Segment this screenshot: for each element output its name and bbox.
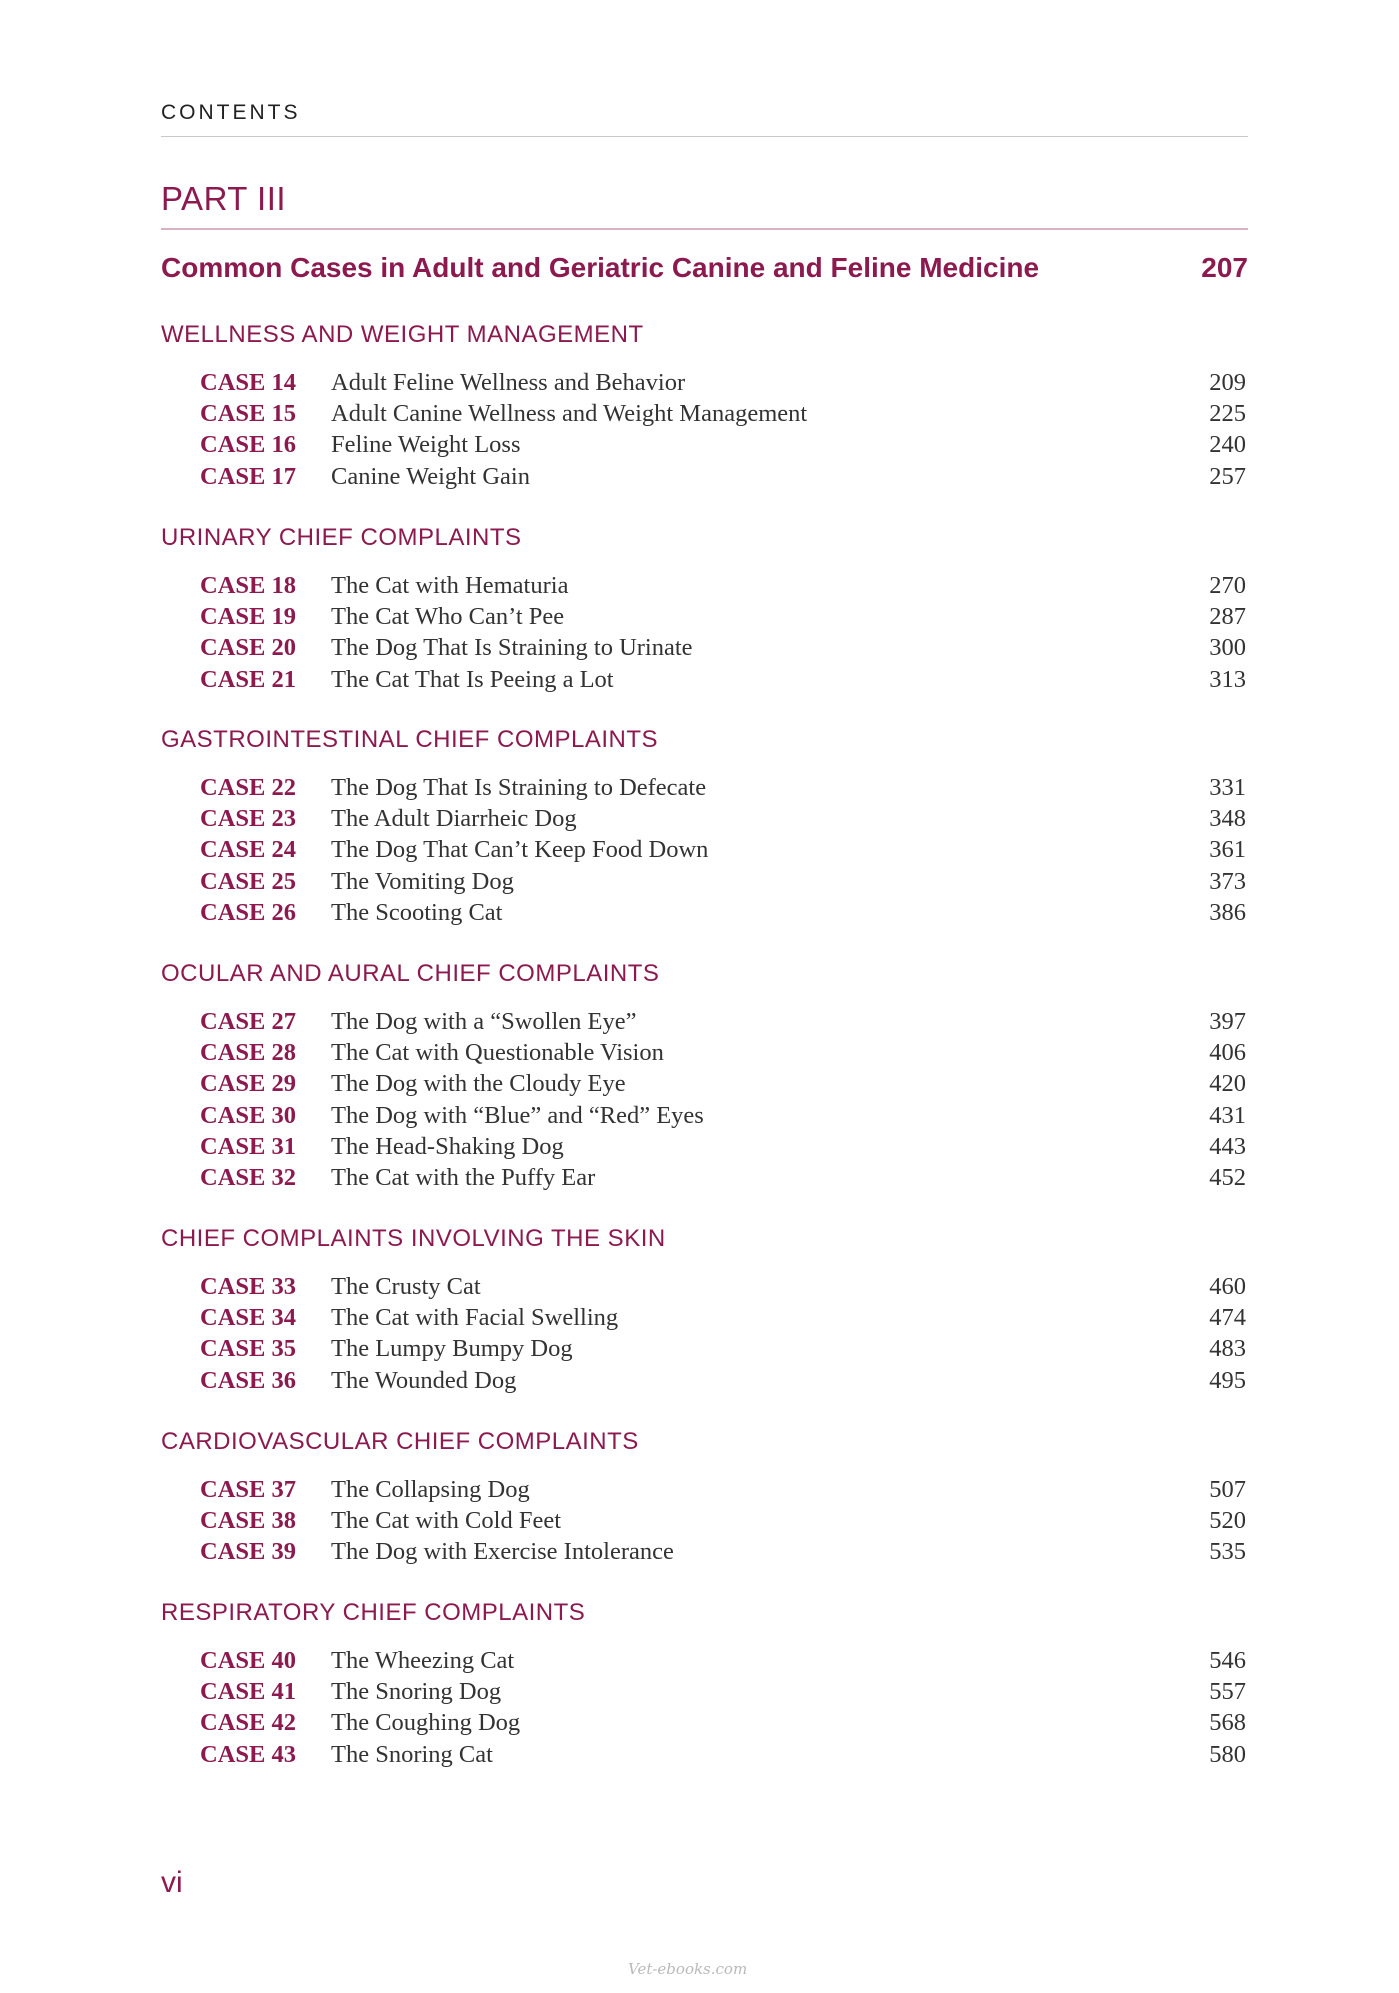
watermark-logo: Vet-ebooks.com — [628, 1960, 748, 1978]
header-divider — [161, 136, 1248, 137]
running-head: CONTENTS — [161, 101, 301, 124]
case-number: CASE 30 — [200, 1101, 296, 1129]
case-title: Adult Feline Wellness and Behavior — [331, 369, 686, 396]
toc-entry[interactable] — [161, 632, 1248, 663]
page-number: 443 — [1209, 1132, 1246, 1160]
toc-entry[interactable] — [161, 570, 1248, 601]
case-number: CASE 21 — [200, 665, 296, 693]
case-title: The Dog That Is Straining to Urinate — [331, 634, 693, 662]
case-title: The Snoring Cat — [331, 1740, 493, 1768]
section-title: CHIEF COMPLAINTS INVOLVING THE SKIN — [161, 1225, 666, 1252]
page-number: 373 — [1209, 867, 1246, 895]
toc-entry[interactable] — [161, 1271, 1248, 1302]
page-number: 240 — [1209, 431, 1246, 459]
toc-entry[interactable] — [161, 803, 1248, 834]
case-title: The Vomiting Dog — [331, 867, 514, 895]
page-number: 568 — [1209, 1709, 1246, 1737]
toc-entry[interactable] — [161, 1100, 1248, 1131]
case-title: The Wheezing Cat — [331, 1647, 515, 1674]
case-number: CASE 22 — [200, 774, 296, 801]
page-number: 331 — [1209, 774, 1246, 801]
case-title: The Cat Who Can’t Pee — [331, 603, 565, 631]
case-title: The Snoring Dog — [331, 1678, 502, 1706]
toc-entry[interactable] — [161, 1068, 1248, 1099]
part-divider — [161, 228, 1248, 230]
toc-entry[interactable] — [161, 1302, 1248, 1333]
case-number: CASE 36 — [200, 1366, 296, 1394]
case-number: CASE 19 — [200, 603, 296, 631]
case-number: CASE 14 — [200, 369, 296, 396]
page-number: 361 — [1209, 836, 1246, 864]
case-number: CASE 15 — [200, 400, 296, 428]
case-title: The Cat That Is Peeing a Lot — [331, 665, 614, 693]
toc-entry[interactable] — [161, 367, 1248, 398]
toc-entry[interactable] — [161, 1333, 1248, 1364]
case-number: CASE 26 — [200, 898, 296, 926]
part-title: Common Cases in Adult and Geriatric Canine and Feline Medicine — [161, 252, 1040, 283]
case-title: Feline Weight Loss — [331, 431, 521, 459]
toc-entry[interactable] — [161, 1131, 1248, 1162]
toc-entry[interactable] — [161, 834, 1248, 865]
toc-entry[interactable] — [161, 1037, 1248, 1068]
page-number: 397 — [1209, 1008, 1246, 1035]
page-number: 546 — [1209, 1647, 1246, 1674]
section-title: URINARY CHIEF COMPLAINTS — [161, 524, 522, 551]
page-number: 386 — [1209, 898, 1246, 926]
case-number: CASE 17 — [200, 462, 296, 490]
toc-section-ocular-aural — [161, 959, 1248, 1193]
case-number: CASE 31 — [200, 1132, 296, 1160]
toc-entry[interactable] — [161, 772, 1248, 803]
case-number: CASE 40 — [200, 1647, 296, 1674]
section-title: OCULAR AND AURAL CHIEF COMPLAINTS — [161, 960, 660, 987]
case-title: The Lumpy Bumpy Dog — [331, 1335, 573, 1363]
page-number: 535 — [1209, 1538, 1246, 1566]
case-number: CASE 43 — [200, 1740, 296, 1768]
page-number: 209 — [1209, 369, 1246, 396]
part-title-row — [161, 252, 1248, 284]
toc-entry[interactable] — [161, 1365, 1248, 1396]
case-number: CASE 16 — [200, 431, 296, 459]
toc-section-skin — [161, 1224, 1248, 1396]
page-number: 420 — [1209, 1070, 1246, 1098]
page-number: 300 — [1209, 634, 1246, 662]
page-number: 313 — [1209, 665, 1246, 693]
case-number: CASE 33 — [200, 1273, 296, 1300]
page-number: 452 — [1209, 1163, 1246, 1191]
case-number: CASE 39 — [200, 1538, 296, 1566]
page-number: 257 — [1209, 462, 1246, 490]
page-number: 520 — [1209, 1507, 1246, 1535]
toc-entry[interactable] — [161, 1676, 1248, 1707]
page-number: 406 — [1209, 1039, 1246, 1067]
page-number: 225 — [1209, 400, 1246, 428]
page-number: 431 — [1209, 1101, 1246, 1129]
case-number: CASE 20 — [200, 634, 296, 662]
toc-entry[interactable] — [161, 429, 1248, 460]
toc-entry[interactable] — [161, 1707, 1248, 1738]
toc-entry[interactable] — [161, 1739, 1248, 1770]
toc-entry[interactable] — [161, 1536, 1248, 1567]
case-title: Adult Canine Wellness and Weight Management — [331, 400, 808, 428]
part-page-number: 207 — [1201, 252, 1248, 283]
case-title: The Cat with Hematuria — [331, 572, 569, 599]
part-label: PART III — [161, 180, 287, 217]
page-number: 474 — [1209, 1304, 1246, 1332]
page-number: 557 — [1209, 1678, 1246, 1706]
page-number: 495 — [1209, 1366, 1246, 1394]
case-number: CASE 37 — [200, 1476, 296, 1503]
toc-section-wellness — [161, 320, 1248, 492]
toc-entry[interactable] — [161, 601, 1248, 632]
case-title: The Dog That Can’t Keep Food Down — [331, 836, 709, 864]
toc-entry[interactable] — [161, 897, 1248, 928]
toc-section-respiratory — [161, 1598, 1248, 1770]
case-number: CASE 29 — [200, 1070, 296, 1098]
page-number: 507 — [1209, 1476, 1246, 1503]
toc-entry[interactable] — [161, 1006, 1248, 1037]
case-number: CASE 34 — [200, 1304, 296, 1332]
case-number: CASE 18 — [200, 572, 296, 599]
section-title: CARDIOVASCULAR CHIEF COMPLAINTS — [161, 1428, 639, 1455]
case-title: Canine Weight Gain — [331, 462, 530, 490]
toc-entry[interactable] — [161, 664, 1248, 695]
case-number: CASE 41 — [200, 1678, 296, 1706]
toc-entry[interactable] — [161, 1645, 1248, 1676]
toc-entry[interactable] — [161, 1505, 1248, 1536]
page-number: 348 — [1209, 805, 1246, 833]
case-title: The Scooting Cat — [331, 898, 503, 926]
page-number: 270 — [1209, 572, 1246, 599]
toc-entry[interactable] — [161, 866, 1248, 897]
page-number: 580 — [1209, 1740, 1246, 1768]
toc-section-gastrointestinal — [161, 725, 1248, 928]
case-number: CASE 32 — [200, 1163, 296, 1191]
case-title: The Cat with Cold Feet — [331, 1507, 561, 1535]
case-number: CASE 42 — [200, 1709, 296, 1737]
page-number: 460 — [1209, 1273, 1246, 1300]
case-number: CASE 38 — [200, 1507, 296, 1535]
case-title: The Dog with Exercise Intolerance — [331, 1538, 674, 1566]
toc-section-urinary — [161, 523, 1248, 695]
case-number: CASE 28 — [200, 1039, 296, 1067]
toc-entry[interactable] — [161, 398, 1248, 429]
case-number: CASE 25 — [200, 867, 296, 895]
case-title: The Cat with Questionable Vision — [331, 1039, 664, 1067]
case-number: CASE 35 — [200, 1335, 296, 1363]
section-title: RESPIRATORY CHIEF COMPLAINTS — [161, 1599, 586, 1626]
case-number: CASE 24 — [200, 836, 296, 864]
toc-entry[interactable] — [161, 1162, 1248, 1193]
case-title: The Collapsing Dog — [331, 1476, 530, 1503]
case-number: CASE 27 — [200, 1008, 296, 1035]
page-folio: vi — [161, 1866, 183, 1899]
case-title: The Dog with a “Swollen Eye” — [331, 1008, 637, 1035]
case-title: The Dog with the Cloudy Eye — [331, 1070, 626, 1098]
section-title: GASTROINTESTINAL CHIEF COMPLAINTS — [161, 726, 659, 753]
case-title: The Dog with “Blue” and “Red” Eyes — [331, 1101, 704, 1129]
case-title: The Head-Shaking Dog — [331, 1132, 564, 1160]
page-number: 483 — [1209, 1335, 1246, 1363]
case-number: CASE 23 — [200, 805, 296, 833]
case-title: The Coughing Dog — [331, 1709, 521, 1737]
section-title: WELLNESS AND WEIGHT MANAGEMENT — [161, 321, 644, 348]
case-title: The Adult Diarrheic Dog — [331, 805, 577, 833]
case-title: The Cat with Facial Swelling — [331, 1304, 619, 1332]
toc-section-cardiovascular — [161, 1427, 1248, 1568]
toc-entry[interactable] — [161, 461, 1248, 492]
case-title: The Dog That Is Straining to Defecate — [331, 774, 707, 801]
case-title: The Wounded Dog — [331, 1366, 517, 1394]
toc-entry[interactable] — [161, 1474, 1248, 1505]
case-title: The Crusty Cat — [331, 1273, 481, 1300]
page-number: 287 — [1209, 603, 1246, 631]
case-title: The Cat with the Puffy Ear — [331, 1163, 596, 1191]
